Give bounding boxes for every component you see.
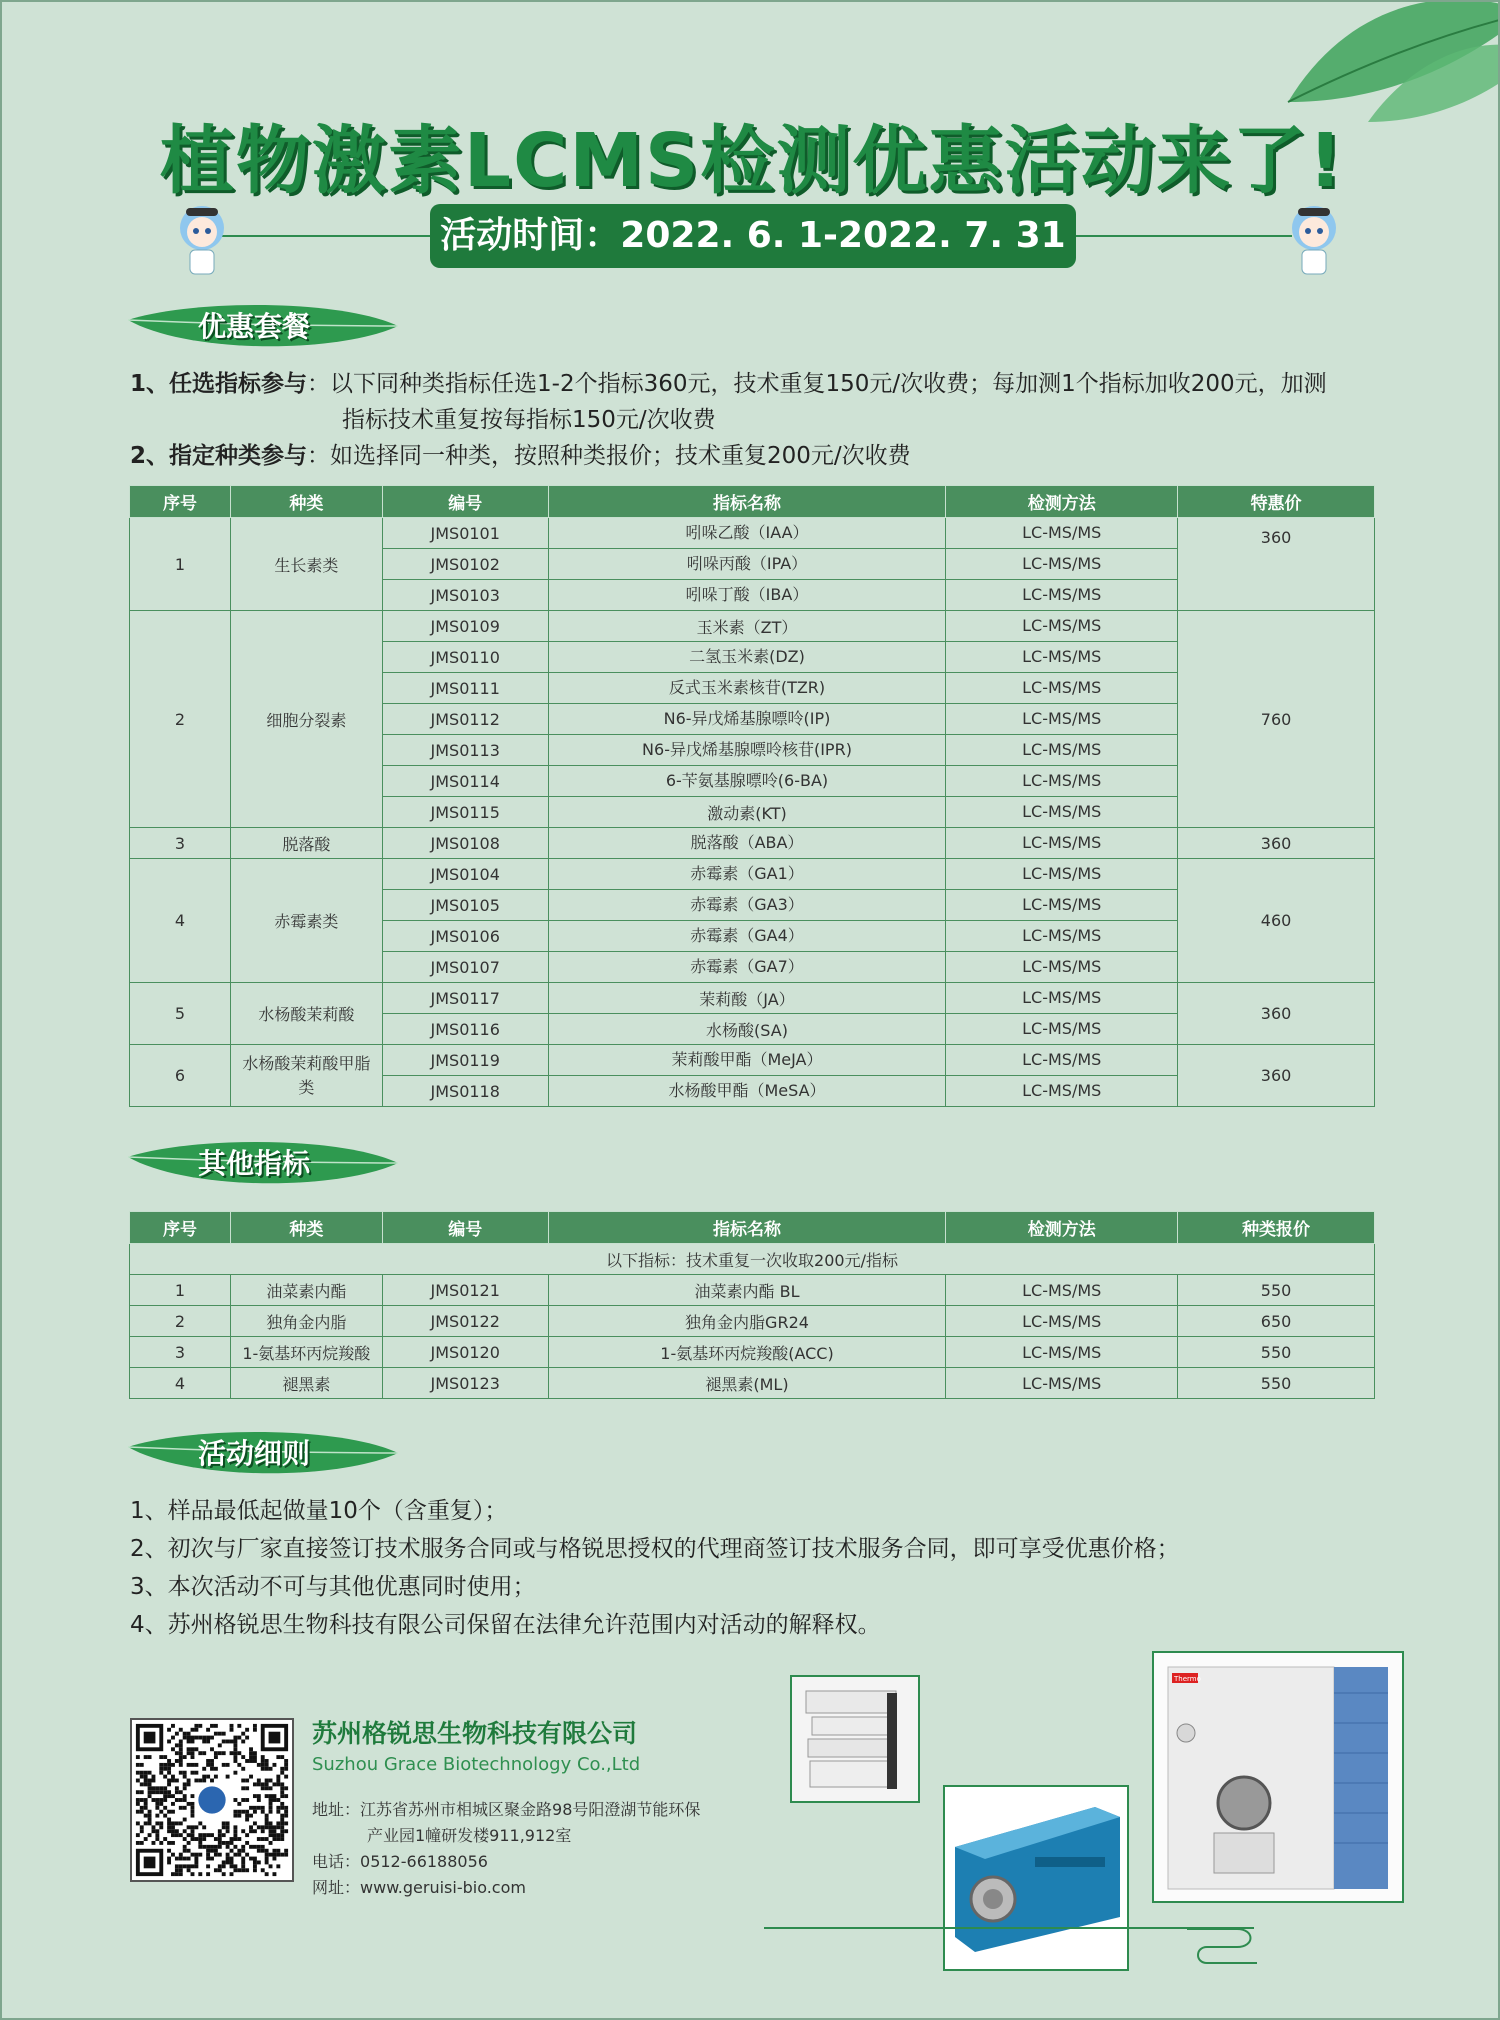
page-title: 植物激素LCMS检测优惠活动来了!	[159, 118, 1345, 204]
table-row	[130, 1045, 1375, 1076]
discount-table	[129, 485, 1375, 1107]
activity-rules	[130, 1492, 1180, 1644]
test-method: LC-MS/MS	[946, 766, 1178, 797]
column-header: 种类报价	[1178, 1212, 1375, 1244]
rule-2-label: 2、指定种类参与	[130, 443, 308, 469]
mascot-icon	[1284, 198, 1344, 278]
indicator-name: 赤霉素（GA4）	[548, 921, 946, 952]
table-note: 以下指标：技术重复一次收取200元/指标	[130, 1244, 1375, 1275]
category-price: 650	[1178, 1306, 1375, 1337]
indicator-name: 水杨酸甲酯（MeSA）	[548, 1076, 946, 1107]
test-method: LC-MS/MS	[946, 797, 1178, 828]
mascot-icon	[172, 198, 232, 278]
item-code: JMS0102	[382, 549, 548, 580]
category-price: 550	[1178, 1368, 1375, 1399]
category: 赤霉素类	[230, 859, 382, 983]
address-line	[312, 1797, 700, 1823]
row-number: 4	[130, 1368, 231, 1399]
activity-date-range: 2022. 6. 1-2022. 7. 31	[620, 215, 1066, 256]
test-method: LC-MS/MS	[946, 735, 1178, 766]
divider	[764, 1927, 1254, 1929]
indicator-name: 脱落酸（ABA）	[548, 828, 946, 859]
indicator-name: 激动素(KT)	[548, 797, 946, 828]
indicator-name: 赤霉素（GA7）	[548, 952, 946, 983]
column-header: 检测方法	[946, 486, 1178, 518]
company-name-en: Suzhou Grace Biotechnology Co.,Ltd	[312, 1754, 641, 1775]
table-row	[130, 1275, 1375, 1306]
item-code: JMS0115	[382, 797, 548, 828]
test-method: LC-MS/MS	[946, 518, 1178, 549]
row-number: 2	[130, 1306, 231, 1337]
indicator-name: 水杨酸(SA)	[548, 1014, 946, 1045]
item-code: JMS0109	[382, 611, 548, 642]
rule-1	[130, 366, 1327, 402]
rule-item: 1、样品最低起做量10个（含重复）；	[130, 1498, 508, 1524]
category: 油菜素内酯	[230, 1275, 382, 1306]
column-header: 编号	[382, 486, 548, 518]
mass-spectrometer-icon	[945, 1787, 1127, 1969]
table-row	[130, 611, 1375, 642]
test-method: LC-MS/MS	[946, 1337, 1178, 1368]
indicator-name: 二氢玉米素(DZ)	[548, 642, 946, 673]
category: 水杨酸茉莉酸	[230, 983, 382, 1045]
test-method: LC-MS/MS	[946, 983, 1178, 1014]
indicator-name: 赤霉素（GA1）	[548, 859, 946, 890]
test-method: LC-MS/MS	[946, 952, 1178, 983]
address-value: 江苏省苏州市相城区聚金路98号阳澄湖节能环保	[360, 1800, 701, 1819]
special-price: 360	[1178, 983, 1375, 1045]
test-method: LC-MS/MS	[946, 673, 1178, 704]
test-method: LC-MS/MS	[946, 1306, 1178, 1337]
test-method: LC-MS/MS	[946, 859, 1178, 890]
rule-item: 4、苏州格锐思生物科技有限公司保留在法律允许范围内对活动的解释权。	[130, 1612, 881, 1638]
row-number: 4	[130, 859, 231, 983]
item-code: JMS0118	[382, 1076, 548, 1107]
address-line-2: 产业园1幢研发楼911,912室	[367, 1826, 572, 1845]
test-method: LC-MS/MS	[946, 704, 1178, 735]
section-title: 优惠套餐	[198, 310, 311, 343]
item-code: JMS0120	[382, 1337, 548, 1368]
indicator-name: 吲哚丁酸（IBA）	[548, 580, 946, 611]
table-header-row	[130, 1212, 1375, 1244]
row-number: 3	[130, 828, 231, 859]
indicator-name: 独角金内脂GR24	[548, 1306, 946, 1337]
column-header: 指标名称	[548, 1212, 946, 1244]
item-code: JMS0116	[382, 1014, 548, 1045]
special-price: 360	[1178, 828, 1375, 859]
qr-code-icon	[130, 1718, 294, 1882]
item-code: JMS0101	[382, 518, 548, 549]
item-code: JMS0111	[382, 673, 548, 704]
table-row	[130, 518, 1375, 549]
category-price: 550	[1178, 1337, 1375, 1368]
ms-photo-thermo	[1152, 1651, 1404, 1903]
brand-logo-text: Thermo	[1174, 1675, 1201, 1683]
hplc-photo	[790, 1675, 920, 1803]
company-name-cn: 苏州格锐思生物科技有限公司	[312, 1719, 638, 1748]
indicator-name: 反式玉米素核苷(TZR)	[548, 673, 946, 704]
other-table	[129, 1211, 1375, 1399]
indicator-name: 玉米素（ZT）	[548, 611, 946, 642]
test-method: LC-MS/MS	[946, 580, 1178, 611]
item-code: JMS0106	[382, 921, 548, 952]
indicator-name: 吲哚丙酸（IPA）	[548, 549, 946, 580]
category: 褪黑素	[230, 1368, 382, 1399]
row-number: 3	[130, 1337, 231, 1368]
section-title: 其他指标	[198, 1147, 311, 1180]
table-row	[130, 1368, 1375, 1399]
test-method: LC-MS/MS	[946, 1275, 1178, 1306]
category: 1-氨基环丙烷羧酸	[230, 1337, 382, 1368]
item-code: JMS0108	[382, 828, 548, 859]
category: 细胞分裂素	[230, 611, 382, 828]
row-number: 1	[130, 518, 231, 611]
curl-decoration-icon	[1187, 1927, 1257, 1967]
ms-photo-blue	[943, 1785, 1129, 1971]
category: 脱落酸	[230, 828, 382, 859]
test-method: LC-MS/MS	[946, 642, 1178, 673]
category-price: 550	[1178, 1275, 1375, 1306]
address-label: 地址：	[312, 1800, 361, 1819]
special-price: 760	[1178, 611, 1375, 828]
table-row	[130, 828, 1375, 859]
section-title: 活动细则	[198, 1437, 311, 1470]
rule-1-text: ：以下同种类指标任选1-2个指标360元，技术重复150元/次收费；每加测1个指标加收200元，加测	[307, 371, 1327, 397]
item-code: JMS0105	[382, 890, 548, 921]
table-row	[130, 1306, 1375, 1337]
test-method: LC-MS/MS	[946, 921, 1178, 952]
item-code: JMS0121	[382, 1275, 548, 1306]
row-number: 6	[130, 1045, 231, 1107]
column-header: 序号	[130, 486, 231, 518]
rule-item: 3、本次活动不可与其他优惠同时使用；	[130, 1574, 536, 1600]
hplc-instrument-icon	[792, 1677, 918, 1801]
section-badge-rules	[128, 1429, 398, 1479]
column-header: 种类	[230, 486, 382, 518]
special-price: 460	[1178, 859, 1375, 983]
indicator-name: 茉莉酸甲酯（MeJA）	[548, 1045, 946, 1076]
test-method: LC-MS/MS	[946, 1076, 1178, 1107]
item-code: JMS0114	[382, 766, 548, 797]
indicator-name: N6-异戊烯基腺嘌呤(IP)	[548, 704, 946, 735]
item-code: JMS0113	[382, 735, 548, 766]
test-method: LC-MS/MS	[946, 828, 1178, 859]
test-method: LC-MS/MS	[946, 1045, 1178, 1076]
indicator-name: 吲哚乙酸（IAA）	[548, 518, 946, 549]
indicator-name: 赤霉素（GA3）	[548, 890, 946, 921]
activity-date-badge	[430, 204, 1076, 268]
divider	[1074, 235, 1292, 237]
category: 生长素类	[230, 518, 382, 611]
table-row	[130, 859, 1375, 890]
rule-item: 2、初次与厂家直接签订技术服务合同或与格锐思授权的代理商签订技术服务合同，即可享受优惠价格；	[130, 1536, 1180, 1562]
rule-2	[130, 438, 911, 474]
column-header: 检测方法	[946, 1212, 1178, 1244]
column-header: 序号	[130, 1212, 231, 1244]
rule-1-label: 1、任选指标参与	[130, 371, 308, 397]
category: 独角金内脂	[230, 1306, 382, 1337]
item-code: JMS0110	[382, 642, 548, 673]
item-code: JMS0104	[382, 859, 548, 890]
web-value: www.geruisi-bio.com	[360, 1878, 526, 1897]
table-row	[130, 983, 1375, 1014]
category: 水杨酸茉莉酸甲脂类	[230, 1045, 382, 1107]
mass-spectrometer-icon	[1154, 1653, 1402, 1901]
test-method: LC-MS/MS	[946, 1368, 1178, 1399]
item-code: JMS0117	[382, 983, 548, 1014]
item-code: JMS0112	[382, 704, 548, 735]
indicator-name: 1-氨基环丙烷羧酸(ACC)	[548, 1337, 946, 1368]
table-note-row	[130, 1244, 1375, 1275]
item-code: JMS0119	[382, 1045, 548, 1076]
rule-1-cont: 指标技术重复按每指标150元/次收费	[342, 407, 716, 433]
column-header: 编号	[382, 1212, 548, 1244]
column-header: 指标名称	[548, 486, 946, 518]
test-method: LC-MS/MS	[946, 611, 1178, 642]
column-header: 特惠价	[1178, 486, 1375, 518]
divider	[222, 235, 432, 237]
test-method: LC-MS/MS	[946, 549, 1178, 580]
row-number: 1	[130, 1275, 231, 1306]
row-number: 2	[130, 611, 231, 828]
web-label: 网址：	[312, 1878, 361, 1897]
item-code: JMS0103	[382, 580, 548, 611]
section-badge-other	[128, 1139, 398, 1189]
indicator-name: 6-苄氨基腺嘌呤(6-BA)	[548, 766, 946, 797]
table-row	[130, 1337, 1375, 1368]
indicator-name: N6-异戊烯基腺嘌呤核苷(IPR)	[548, 735, 946, 766]
test-method: LC-MS/MS	[946, 890, 1178, 921]
company-info	[312, 1714, 700, 1901]
phone-label: 电话：	[312, 1852, 361, 1871]
activity-date-label: 活动时间：	[440, 215, 621, 256]
item-code: JMS0123	[382, 1368, 548, 1399]
test-method: LC-MS/MS	[946, 1014, 1178, 1045]
item-code: JMS0122	[382, 1306, 548, 1337]
rule-2-text: ：如选择同一种类，按照种类报价；技术重复200元/次收费	[307, 443, 911, 469]
indicator-name: 油菜素内酯 BL	[548, 1275, 946, 1306]
phone-value: 0512-66188056	[360, 1852, 488, 1871]
phone-line	[312, 1849, 700, 1875]
section-badge-discount	[128, 302, 398, 352]
indicator-name: 褪黑素(ML)	[548, 1368, 946, 1399]
column-header: 种类	[230, 1212, 382, 1244]
table-header-row	[130, 486, 1375, 518]
special-price: 360	[1178, 518, 1375, 611]
special-price: 360	[1178, 1045, 1375, 1107]
row-number: 5	[130, 983, 231, 1045]
item-code: JMS0107	[382, 952, 548, 983]
indicator-name: 茉莉酸（JA）	[548, 983, 946, 1014]
web-line	[312, 1875, 700, 1901]
